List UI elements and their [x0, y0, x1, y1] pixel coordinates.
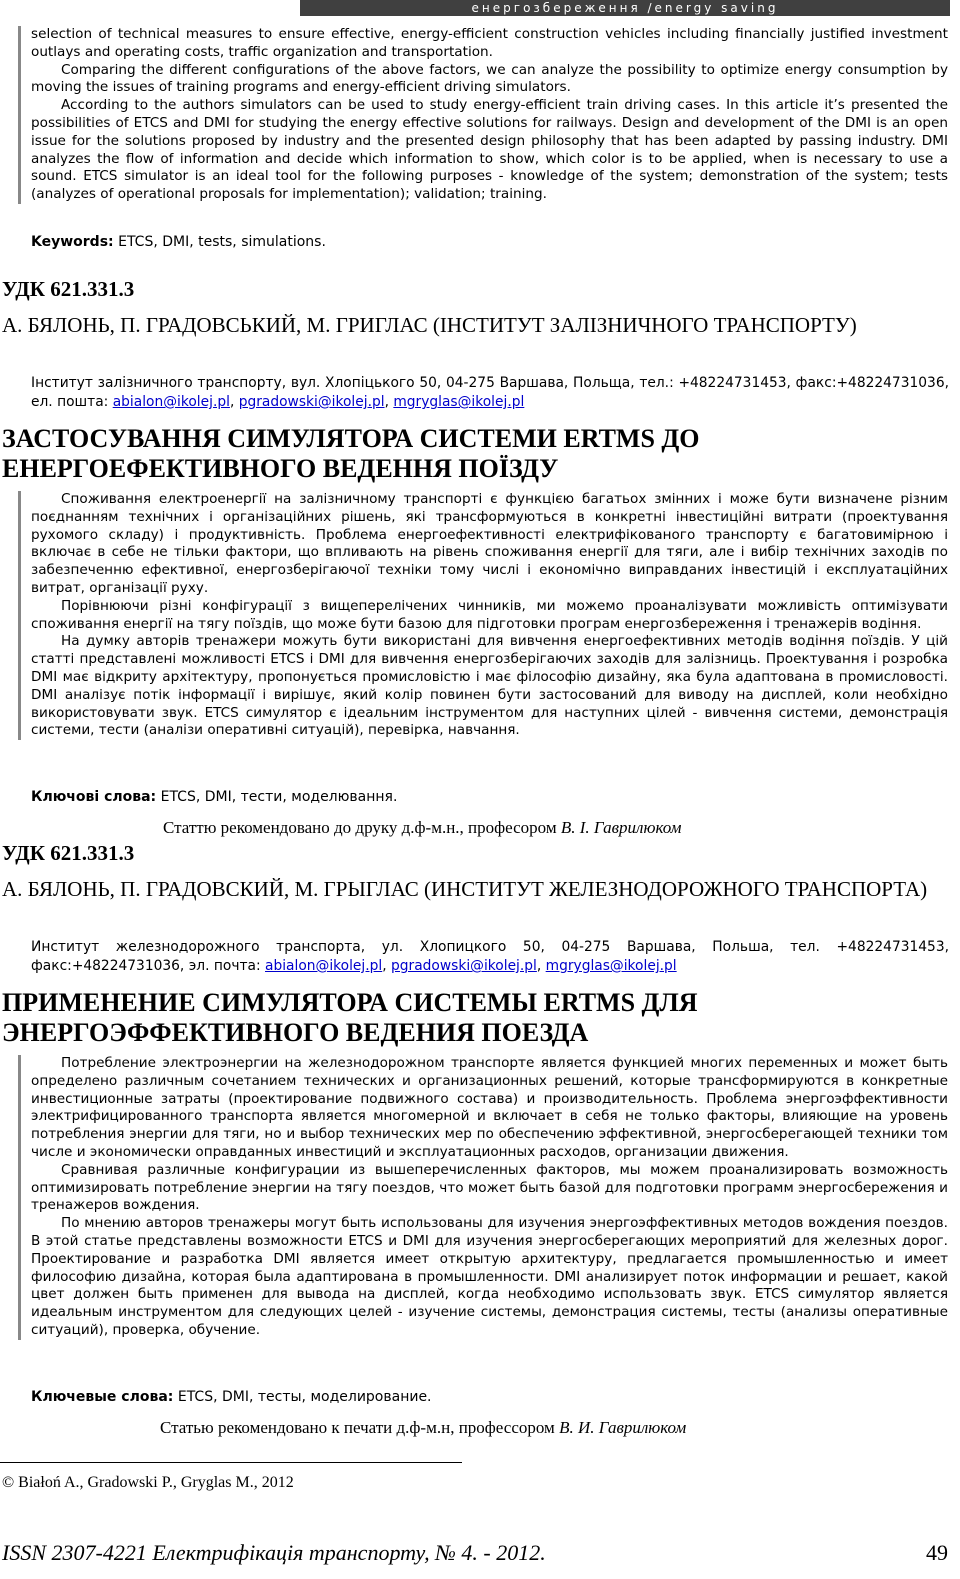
page-number: 49 [926, 1540, 948, 1565]
email-link[interactable]: mgryglas@ikolej.pl [545, 958, 677, 974]
section-header: енергозбереження /energy saving [300, 0, 950, 16]
email-link[interactable]: abialon@ikolej.pl [265, 958, 383, 974]
affiliation-text: Інститут залізничного транспорту, вул. Хлопіцького 50, 04-275 Варшава, Польща, тел.: +48224731453, факс:+48224731036, ел. пошта: [31, 375, 949, 410]
footnote-divider [0, 1462, 462, 1463]
journal-info: ISSN 2307-4221 Електрифікація транспорту, № 4. - 2012. [2, 1540, 546, 1565]
recommendation-text: Статтю рекомендовано до друку д.ф-м.н., професором [163, 818, 561, 837]
keywords-label: Keywords: [31, 234, 114, 250]
english-paragraph: selection of technical measures to ensure effective, energy-efficient construction vehicles including financially justified investment outlays and operating costs, traffic organization and transportation. [31, 26, 948, 60]
email-link[interactable]: pgradowski@ikolej.pl [391, 958, 537, 974]
affiliation: Институт железнодорожного транспорта, ул. Хлопицкого 50, 04-275 Варшава, Польша, тел. +48224731453, факс:+48224731036, эл. почта: abialon@ikolej.pl, pgradowski@ikolej.pl, mgryglas@ikolej.pl [31, 939, 949, 974]
udk-code: УДК 621.331.3 [2, 841, 135, 865]
keywords-value: ETCS, DMI, тести, моделювання. [160, 789, 398, 805]
authors-line: А. БЯЛОНЬ, П. ГРАДОВСЬКИЙ, М. ГРИГЛАС (ІНСТИТУТ ЗАЛІЗНИЧНОГО ТРАНСПОРТУ) [2, 313, 857, 337]
ukrainian-keywords [31, 789, 397, 805]
affiliation-text: Институт железнодорожного транспорта, ул. Хлопицкого 50, 04-275 Варшава, Польша, тел. +48224731453, факс:+48224731036, эл. почта: [31, 939, 949, 974]
russian-paragraph: Потребление электроэнергии на железнодорожном транспорте является функцией многих переменных и может быть определено различным сочетанием технических и организационных решений, которые трансформируются в конкретные инвестиционные затраты (проектирование подвижного состава) и производительность. Проблема энергоэффективности электрифицированного транспорта является многомерной и включает в себя не только факторы, влияющие на уровень потребления энергии для тяги, но и выбор технических мер по обеспечению эффективной, энергосберегающей техники том числе и экономически оправданных инвестиций и эксплуатационных расходов, организации движения. [31, 1055, 948, 1160]
email-link[interactable]: pgradowski@ikolej.pl [238, 394, 385, 410]
udk-code: УДК 621.331.3 [2, 277, 135, 301]
copyright-note: © Białoń A., Gradowski P., Gryglas M., 2012 [2, 1474, 294, 1491]
recommendation [160, 1418, 686, 1438]
english-keywords [31, 234, 326, 250]
article-title: ЗАСТОСУВАННЯ СИМУЛЯТОРА СИСТЕМИ ERTMS ДО ЕНЕРГОЕФЕКТИВНОГО ВЕДЕННЯ ПОЇЗДУ [2, 424, 700, 483]
email-link[interactable]: mgryglas@ikolej.pl [393, 394, 525, 410]
article-title: ПРИМЕНЕНИЕ СИМУЛЯТОРА СИСТЕМЫ ERTMS ДЛЯ ЭНЕРГОЭФФЕКТИВНОГО ВЕДЕНИЯ ПОЕЗДА [2, 988, 698, 1047]
russian-abstract [18, 1055, 948, 1340]
ukrainian-abstract [18, 491, 948, 740]
recommendation [163, 818, 681, 838]
russian-paragraph: Сравнивая различные конфигурации из вышеперечисленных факторов, мы можем проанализировать возможность оптимизировать потребление энергии на тягу поездов, что может быть базой для подготовки программ энергосбережения и тренажеров вождения. [31, 1161, 948, 1214]
keywords-value: ETCS, DMI, тесты, моделирование. [177, 1389, 432, 1405]
email-link[interactable]: abialon@ikolej.pl [112, 394, 230, 410]
keywords-label: Ключевые слова: [31, 1389, 174, 1405]
keywords-label: Ключові слова: [31, 789, 157, 805]
recommendation-text: Статью рекомендовано к печати д.ф-м.н, профессором [160, 1418, 560, 1437]
english-paragraph: Comparing the different configurations of the above factors, we can analyze the possibility to optimize energy consumption by moving the issues of training programs and energy-efficient driving simulators. [31, 61, 948, 96]
affiliation: Інститут залізничного транспорту, вул. Хлопіцького 50, 04-275 Варшава, Польща, тел.: +48224731453, факс:+48224731036, ел. пошта: abialon@ikolej.pl, pgradowski@ikolej.pl, mgryglas@ikolej.pl [31, 375, 949, 410]
english-paragraph: According to the authors simulators can be used to study energy-efficient train driving cases. In this article it’s presented the possibilities of ETCS and DMI for studying the energy effective solutions for railways. Design and development of the DMI is an open issue for the solutions proposed by industry and the presented design philosophy that has been adapted by passing industry. DMI analyzes the flow of information and decide which information to show, which color is to be applied, when is necessary to use a sound. ETCS simulator is an ideal tool for the following purposes - knowledge of the system; demonstration of the system; tests (analyzes of operational proposals for implementation); validation; training. [31, 97, 948, 203]
keywords-value: ETCS, DMI, tests, simulations. [118, 234, 326, 250]
english-abstract [18, 26, 948, 204]
russian-keywords [31, 1389, 432, 1405]
page-footer [2, 1540, 948, 1566]
ukrainian-paragraph: Споживання електроенергії на залізничному транспорті є функцією багатьох змінних і може бути визначене різним поєднанням технічних і організаційних рішень, які трансформуються в конкретні інвестиційні витрати (проектування рухомого складу) і продуктивність. Проблема енергоефективності електрифікованого транспорту є багатовимірною і включає в себе не тільки фактори, що впливають на рівень споживання енергії для тяги, але і вибір технічних заходів по забезпеченню ефективної, енергозберігаючої техніки тому числі і економічно виправданих інвестицій і експлуатаційних витрат, організації руху. [31, 491, 948, 596]
ukrainian-paragraph: Порівнюючи різні конфігурації з вищеперелічених чинників, ми можемо проаналізувати можливість оптимізувати споживання енергії на тягу поїздів, що може бути базою для підготовки програм енергозбереження і тренажерів водіння. [31, 597, 948, 632]
russian-paragraph: По мнению авторов тренажеры могут быть использованы для изучения энергоэффективных методов вождения поездов. В этой статье представлены возможности ETCS и DMI для изучения энергосберегающих мероприятий для железных дорог. Проектирование и разработка DMI является имеет открытую архитектуру, предлагается промышленностью и имеет философию дизайна, которая была адаптирована в промышленности. DMI анализирует поток информации и решает, какой цвет должен быть применен для вывода на дисплей, когда необходимо использовать звук. ETCS симулятор является идеальным инструментом для следующих целей - изучение системы, демонстрация системы, тесты (анализы оперативные ситуаций), проверка, обучение. [31, 1215, 948, 1338]
reviewer-name: В. И. Гаврилюком [559, 1418, 687, 1437]
reviewer-name: В. І. Гаврилюком [560, 818, 682, 837]
authors-line: А. БЯЛОНЬ, П. ГРАДОВСКИЙ, М. ГРЫГЛАС (ИНСТИТУТ ЖЕЛЕЗНОДОРОЖНОГО ТРАНСПОРТА) [2, 877, 928, 901]
ukrainian-paragraph: На думку авторів тренажери можуть бути використані для вивчення енергоефективних методів водіння поїздів. У цій статті представлені можливості ETCS і DMI для вивчення енергозберігаючих заходів для залізниць. Проектування і розробка DMI має відкриту архітектуру, пропонується промисловістю і має філософію дизайну, яка була адаптована в промисловості. DMI аналізує потік інформації і вирішує, який колір повинен бути застосований для виводу на дисплей, коли необхідно використовувати звук. ETCS симулятор є ідеальним інструментом для наступних цілей - вивчення системи, демонстрація системи, тести (аналізи оперативні ситуацій), перевірка, навчання. [31, 633, 948, 739]
